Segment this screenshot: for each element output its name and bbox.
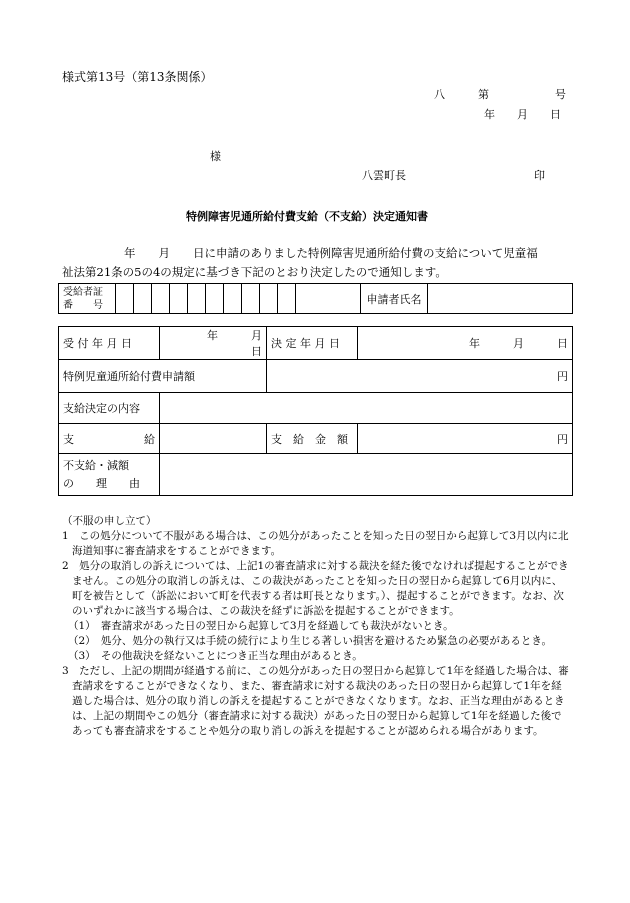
intro-line-2: 祉法第21条の5の4の規定に基づき下記のとおり決定したので通知します。 <box>62 265 447 279</box>
page-title: 特例障害児通所給付費支給（不支給）決定通知書 <box>186 210 428 223</box>
apply-amount-field[interactable]: 円 <box>267 360 573 393</box>
applicant-name-label: 申請者氏名 <box>361 284 428 314</box>
reason-label: 不支給・減額 の 理 由 <box>59 454 160 496</box>
decision-date-label: 決 定 年 月 日 <box>267 327 358 360</box>
intro-line-1: 年 月 日に申請のありました特例障害児通所給付費の支給について児童福 <box>124 246 538 260</box>
cert-digit-cell[interactable] <box>278 284 296 314</box>
decision-content-field[interactable] <box>160 393 573 424</box>
form-number: 様式第13号（第13条関係） <box>62 70 213 84</box>
applicant-table <box>58 283 573 314</box>
note-2-2: （2） 処分、処分の執行又は手続の続行により生じる著しい損害を避けるため緊急の必要があるとき。 <box>68 635 553 647</box>
notes-heading: （不服の申し立て） <box>62 515 157 527</box>
payment-label: 支 給 <box>59 424 160 454</box>
pay-amount-field[interactable]: 円 <box>358 424 573 454</box>
note-2-1: （1） 審査請求があった日の翌日から起算して3月を経過しても裁決がないとき。 <box>68 620 454 632</box>
issue-date: 年 月 日 <box>484 108 561 121</box>
note-2: 2 処分の取消しの訴えについては、上記1の審査請求に対する裁決を経た後でなければ提起することができません。この処分の取消しの訴えは、この裁決があったことを知った日の翌日から起算して6月以内に、町を被告として（訴訟において町を代表する者は町長となります。）、提起することができます。なお、次のいずれかに該当する場合は、この裁決を経ずに訴訟を提起することができます。 <box>62 560 569 617</box>
addressee: 様 <box>210 150 221 163</box>
document-number: 八 第 号 <box>434 88 566 101</box>
note-2-3: （3） その他裁決を経ないことにつき正当な理由があるとき。 <box>68 650 363 662</box>
cert-digit-cell[interactable] <box>206 284 224 314</box>
cert-digit-cell[interactable] <box>170 284 188 314</box>
decision-content-label: 支給決定の内容 <box>59 393 160 424</box>
pay-amount-label: 支 給 金 額 <box>267 424 358 454</box>
cert-digit-cell[interactable] <box>224 284 242 314</box>
receipt-date-field[interactable]: 年 月 日 <box>160 327 267 360</box>
receipt-date-label: 受 付 年 月 日 <box>59 327 160 360</box>
decision-date-field[interactable]: 年 月 日 <box>358 327 573 360</box>
seal-mark: 印 <box>534 169 545 182</box>
cert-digit-cell[interactable] <box>134 284 152 314</box>
cert-digit-cell[interactable] <box>260 284 278 314</box>
reason-field[interactable] <box>160 454 573 496</box>
note-3: 3 ただし、上記の期間が経過する前に、この処分があった日の翌日から起算して1年を経過した場合は、審査請求をすることができなくなり、また、審査請求に対する裁決のあった日の翌日から起算して1年を経過した場合は、処分の取り消しの訴えを提起することができなくなります。なお、正当な理由があるときは、上記の期間やこの処分（審査請求に対する裁決）があった日の翌日から起算して1年を経過した後であっても審査請求をすることや処分の取り消しの訴えを提起することが認められる場合があります。 <box>62 665 569 737</box>
issuer: 八雲町長 <box>362 169 406 182</box>
cert-digit-cell[interactable] <box>188 284 206 314</box>
cert-digit-cell[interactable] <box>242 284 260 314</box>
payment-field[interactable] <box>160 424 267 454</box>
decision-table <box>58 326 573 496</box>
cert-digit-cell[interactable] <box>116 284 134 314</box>
spacer-cell <box>296 284 361 314</box>
applicant-name-field[interactable] <box>428 284 573 314</box>
cert-digit-cell[interactable] <box>152 284 170 314</box>
note-1: 1 この処分について不服がある場合は、この処分があったことを知った日の翌日から起算して3月以内に北海道知事に審査請求をすることができます。 <box>62 530 569 557</box>
apply-amount-label: 特例児童通所給付費申請額 <box>59 360 267 393</box>
cert-number-label: 受給者証 番 号 <box>59 284 116 314</box>
appeal-notes <box>62 514 572 739</box>
